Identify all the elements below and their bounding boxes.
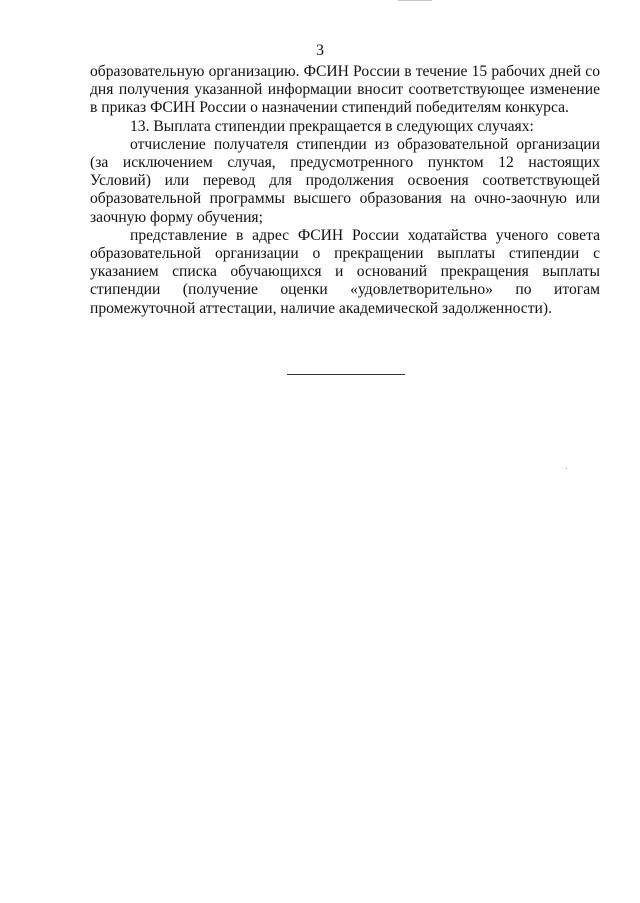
scan-speck: [566, 468, 567, 469]
page-number: 3: [316, 42, 324, 59]
end-divider-line: [287, 374, 405, 375]
document-body: [90, 63, 600, 318]
paragraph-expulsion-case: отчисление получателя стипендии из образовательной организации (за исключением случая, предусмотренного пунктом 12 настоящих Условий) или перевод для продолжения освоения соответствующей образовательной программы высшего образования на очно-заочную или заочную форму обучения;: [90, 135, 600, 226]
scan-edge-mark: [398, 0, 432, 1]
paragraph-continuation: образовательную организацию. ФСИН России в течение 15 рабочих дней со дня получения указанной информации вносит соответствующее изменение в приказ ФСИН России о назначении стипендий победителям конкурса.: [90, 63, 600, 117]
paragraph-petition-case: представление в адрес ФСИН России ходатайства ученого совета образовательной организации о прекращении выплаты стипендии с указанием списка обучающихся и оснований прекращения выплаты стипендии (получение оценки «удовлетворительно» по итогам промежуточной аттестации, наличие академической задолженности).: [90, 226, 600, 317]
paragraph-item-13: 13. Выплата стипендии прекращается в следующих случаях:: [130, 117, 534, 135]
